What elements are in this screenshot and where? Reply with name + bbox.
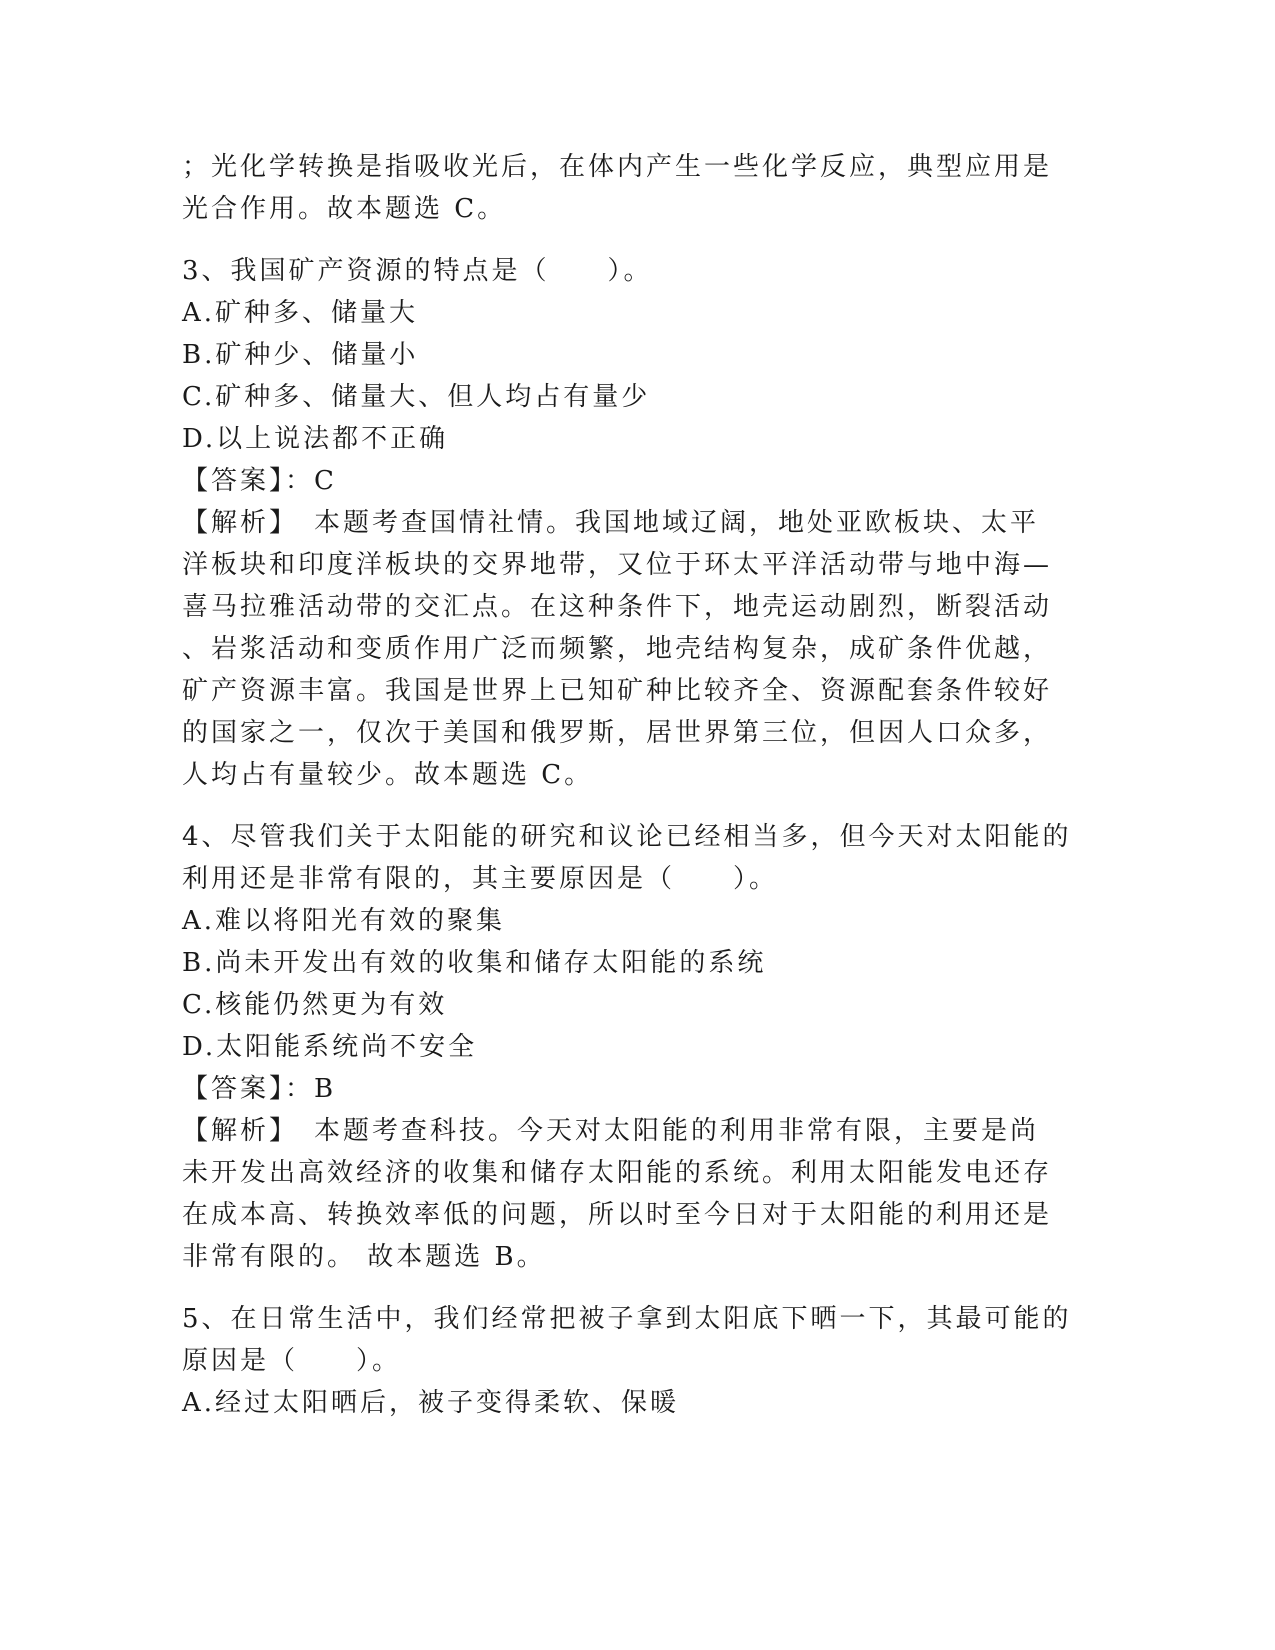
- analysis-line: 在成本高、转换效率低的问题，所以时至今日对于太阳能的利用还是: [182, 1200, 1053, 1230]
- option-d: D.以上说法都不正确: [182, 424, 449, 454]
- question-stem: 4、尽管我们关于太阳能的研究和议论已经相当多，但今天对太阳能的: [182, 822, 1072, 852]
- document-page: [182, 146, 1082, 1424]
- option-b: B.尚未开发出有效的收集和储存太阳能的系统: [182, 948, 767, 978]
- analysis-block: [182, 502, 1082, 796]
- analysis-line: 喜马拉雅活动带的交汇点。在这种条件下，地壳运动剧烈，断裂活动: [182, 592, 1053, 622]
- analysis-line: 洋板块和印度洋板块的交界地带，又位于环太平洋活动带与地中海—: [182, 550, 1053, 580]
- analysis-line: 、岩浆活动和变质作用广泛而频繁，地壳结构复杂，成矿条件优越，: [182, 634, 1053, 664]
- question-3: [182, 250, 1082, 796]
- answer-line: 【答案】：B: [182, 1074, 337, 1104]
- option-c: C.矿种多、储量大、但人均占有量少: [182, 382, 651, 412]
- question-stem: 原因是（ ）。: [182, 1346, 402, 1376]
- analysis-line: 非常有限的。 故本题选 B。: [182, 1242, 546, 1272]
- analysis-line: 【解析】 本题考查国情社情。我国地域辽阔，地处亚欧板块、太平: [182, 508, 1040, 538]
- option-b: B.矿种少、储量小: [182, 340, 419, 370]
- analysis-line: 的国家之一，仅次于美国和俄罗斯，居世界第三位，但因人口众多，: [182, 718, 1053, 748]
- option-a: A.难以将阳光有效的聚集: [182, 906, 506, 936]
- analysis-line: 人均占有量较少。故本题选 C。: [182, 760, 594, 790]
- option-c: C.核能仍然更为有效: [182, 990, 448, 1020]
- question-5: [182, 1298, 1082, 1424]
- question-stem: 利用还是非常有限的，其主要原因是（ ）。: [182, 864, 779, 894]
- analysis-line: 【解析】 本题考查科技。今天对太阳能的利用非常有限，主要是尚: [182, 1116, 1040, 1146]
- analysis-block: [182, 1110, 1082, 1278]
- analysis-line: 矿产资源丰富。我国是世界上已知矿种比较齐全、资源配套条件较好: [182, 676, 1053, 706]
- continuation-text: [182, 146, 1082, 230]
- analysis-line: 未开发出高效经济的收集和储存太阳能的系统。利用太阳能发电还存: [182, 1158, 1053, 1188]
- text-line: ；光化学转换是指吸收光后，在体内产生一些化学反应，典型应用是: [182, 152, 1053, 182]
- question-stem: 3、我国矿产资源的特点是（ ）。: [182, 256, 653, 286]
- question-stem: 5、在日常生活中，我们经常把被子拿到太阳底下晒一下，其最可能的: [182, 1304, 1072, 1334]
- option-d: D.太阳能系统尚不安全: [182, 1032, 478, 1062]
- text-line: 光合作用。故本题选 C。: [182, 194, 507, 224]
- option-a: A.矿种多、储量大: [182, 298, 419, 328]
- option-a: A.经过太阳晒后，被子变得柔软、保暖: [182, 1388, 680, 1418]
- answer-line: 【答案】：C: [182, 466, 337, 496]
- question-4: [182, 816, 1082, 1278]
